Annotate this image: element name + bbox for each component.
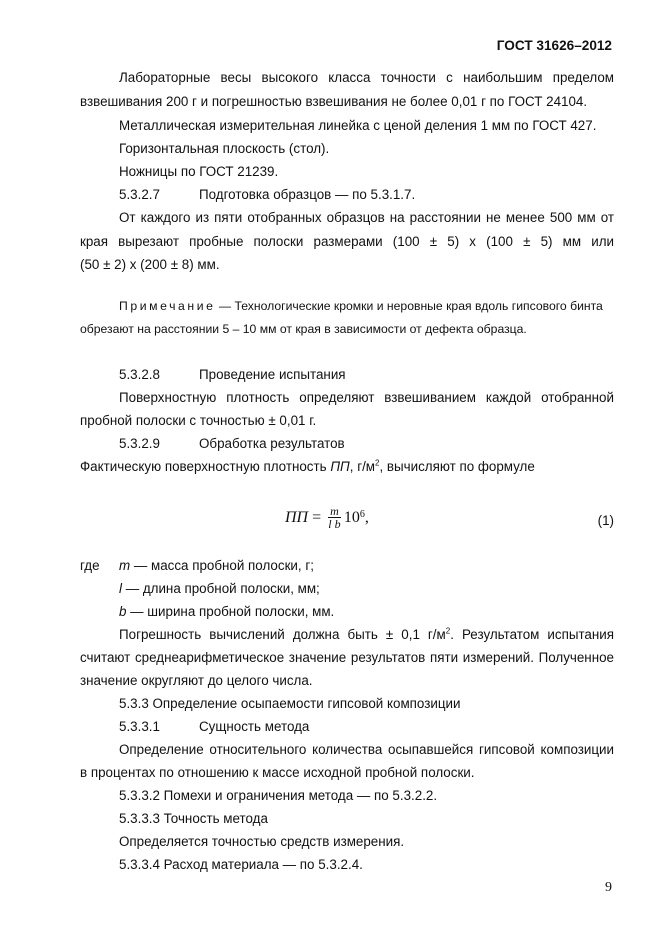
section-number: 5.3.2.9 [119, 436, 160, 451]
section-heading [119, 718, 614, 736]
section-title: Сущность метода [199, 719, 310, 734]
symbol-l: l [119, 581, 122, 596]
paragraph-line: Металлическая измерительная линейка с ценой деления 1 мм по ГОСТ 427. [119, 118, 597, 133]
formula-lhs: ПП [285, 509, 309, 526]
paragraph-line: Лабораторные весы высокого класса точности с наибольшим пределом [119, 70, 614, 85]
paragraph-line: пробной полоски с точностью ± 0,01 г. [80, 413, 317, 428]
paragraph-line: Горизонтальная плоскость (стол). [119, 141, 330, 156]
paragraph-line: считают среднеарифметическое значение результатов пяти измерений. Полученное [80, 650, 614, 665]
symbol-m: m [119, 558, 131, 573]
definition-text: — ширина пробной полоски, мм. [126, 604, 335, 619]
definition [119, 557, 614, 575]
section-heading [119, 366, 614, 384]
section-number: 5.3.3.1 [119, 719, 160, 734]
section-heading: 5.3.3.3 Точность метода [119, 811, 268, 826]
paragraph-line: (50 ± 2) x (200 ± 8) мм. [80, 257, 220, 272]
symbol-pp: ПП [330, 459, 350, 474]
paragraph-line [80, 458, 614, 476]
text-run: Фактическую поверхностную плотность [80, 459, 331, 474]
section-title: Обработка результатов [199, 436, 345, 451]
paragraph-line: Определяется точностью средств измерения. [119, 834, 405, 849]
formula-number: (1) [597, 513, 614, 528]
section-heading: 5.3.3.4 Расход материала — по 5.3.2.4. [119, 857, 363, 872]
section-number: 5.3.2.8 [119, 367, 160, 382]
note-text: — Технологические кромки и неровные края вдоль гипсового бинта [215, 299, 603, 313]
where-label: где [80, 558, 100, 573]
section-number: 5.3.2.7 [119, 187, 160, 202]
paragraph-line: значение округляют до целого числа. [80, 673, 313, 688]
paragraph-line: взвешивания 200 г и погрешностью взвешивания не более 0,01 г по ГОСТ 24104. [80, 94, 588, 109]
definition [119, 580, 614, 598]
symbol-b: b [119, 604, 127, 619]
document-header: ГОСТ 31626–2012 [496, 38, 612, 53]
superscript: 2 [375, 458, 380, 468]
formula-fraction [328, 505, 341, 531]
formula-tail: , [364, 509, 369, 526]
paragraph-line: Определение относительного количества осыпавшейся гипсовой композиции [119, 742, 614, 757]
text-run: , вычисляют по формуле [379, 459, 535, 474]
section-title: Подготовка образцов — по 5.3.1.7. [199, 187, 416, 202]
formula-equals: = [312, 509, 322, 526]
formula: ПП = $\frac{m}{\text{l b}}$ 10 $^6$ , [285, 504, 369, 531]
paragraph-line: в процентах по отношению к массе исходной пробной полоски. [80, 765, 475, 780]
section-heading: 5.3.3.2 Помехи и ограничения метода — по 5.3.2.2. [119, 788, 438, 803]
section-heading [119, 186, 614, 204]
section-heading: 5.3.3 Определение осыпаемости гипсовой композиции [119, 696, 461, 711]
note-label: Примечание [119, 299, 216, 313]
paragraph-line: Ножницы по ГОСТ 21239. [119, 164, 279, 179]
page-number: 9 [605, 880, 612, 895]
paragraph-line: Поверхностную плотность определяют взвешиванием каждой отобранной [119, 390, 614, 405]
section-heading [119, 435, 614, 453]
paragraph-line: От каждого из пяти отобранных образцов на расстоянии не менее 500 мм от [119, 210, 614, 225]
definition [119, 603, 614, 621]
text-run: , г/м [349, 459, 376, 474]
paragraph-line [119, 626, 614, 644]
formula-numerator: m [330, 504, 339, 518]
definition-text: — масса пробной полоски, г; [130, 558, 314, 573]
note-line [119, 297, 614, 315]
definition-text: — длина пробной полоски, мм; [121, 581, 320, 596]
text-run: Погрешность вычислений должна быть ± 0,1 г/м [119, 627, 446, 642]
section-title: Проведение испытания [199, 367, 346, 382]
paragraph-line: края вырезают пробные полоски размерами (100 ± 5) x (100 ± 5) мм или [80, 234, 614, 249]
superscript: 2 [445, 626, 451, 636]
formula-denominator: l b [328, 517, 341, 531]
text-run: . Результатом испытания [450, 627, 615, 642]
note-line: обрезают на расстоянии 5 – 10 мм от края в зависимости от дефекта образца. [80, 322, 527, 336]
formula-factor: 10 [343, 509, 360, 526]
